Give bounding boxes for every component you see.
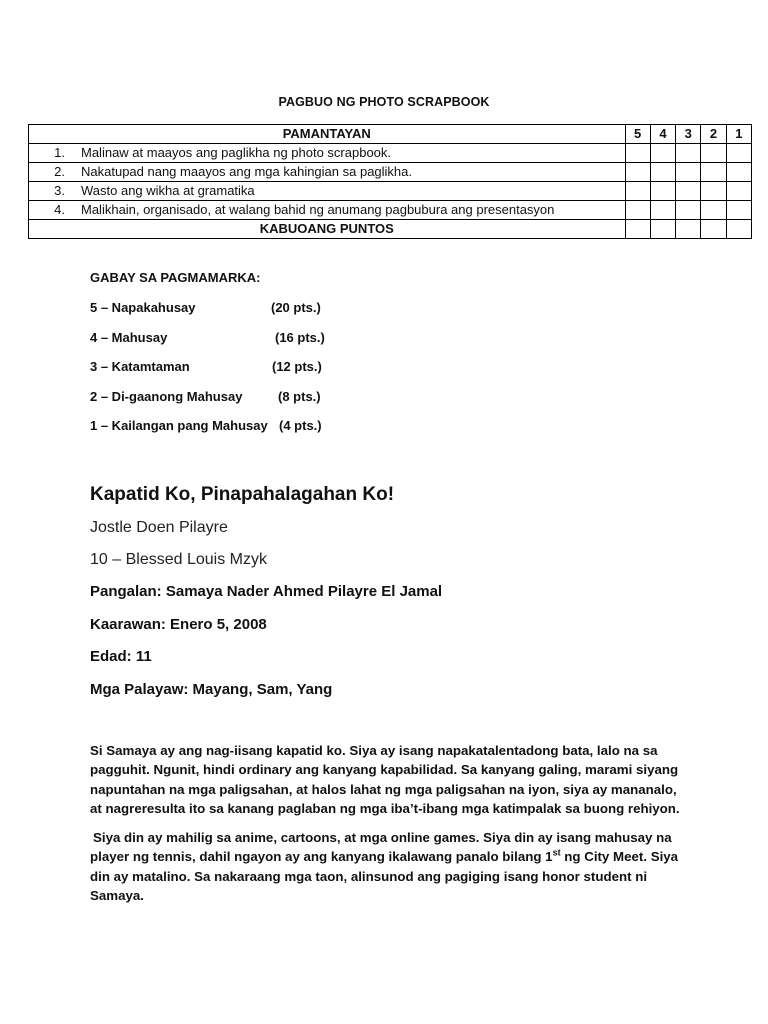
criterion-cell — [29, 144, 626, 163]
criterion-number: 3. — [54, 183, 65, 198]
grade-points: (4 pts.) — [279, 418, 322, 433]
score-cell[interactable] — [726, 182, 751, 201]
grading-guide-title: GABAY SA PAGMAMARKA: — [90, 270, 261, 285]
score-cell[interactable] — [650, 144, 675, 163]
criterion-text: Wasto ang wikha at gramatika — [81, 183, 255, 198]
nicknames-field: Mga Palayaw: Mayang, Sam, Yang — [90, 680, 333, 698]
grade-points: (16 pts.) — [275, 329, 325, 345]
score-cell[interactable] — [726, 201, 751, 220]
grade-label: 3 – Katamtaman — [90, 359, 190, 374]
score-cell[interactable] — [650, 201, 675, 220]
score-cell[interactable] — [701, 163, 726, 182]
score-cell[interactable] — [625, 182, 650, 201]
score-header-2: 2 — [701, 125, 726, 144]
total-row — [29, 220, 752, 239]
age-field: Edad: 11 — [90, 648, 152, 665]
total-score-cell[interactable] — [726, 220, 751, 239]
paragraph-2 — [90, 828, 690, 906]
score-header-4: 4 — [650, 125, 675, 144]
grade-label: 2 – Di-gaanong Mahusay — [90, 388, 243, 404]
score-cell[interactable] — [701, 144, 726, 163]
total-score-cell[interactable] — [625, 220, 650, 239]
score-cell[interactable] — [726, 144, 751, 163]
criterion-text: Malikhain, organisado, at walang bahid ng anumang pagbubura ang presentasyon — [81, 202, 555, 217]
list-item — [90, 359, 322, 389]
score-cell[interactable] — [676, 201, 701, 220]
criteria-header: PAMANTAYAN — [29, 125, 626, 144]
birthday-field: Kaarawan: Enero 5, 2008 — [90, 615, 267, 633]
score-cell[interactable] — [701, 201, 726, 220]
paragraph-2-text-end: ng City Meet. Siya din ay matalino. Sa nakaraang mga taon, alinsunod ang pagiging isang honor student ni Samaya. — [90, 849, 679, 904]
score-cell[interactable] — [676, 163, 701, 182]
section-name: 10 – Blessed Louis Mzyk — [90, 551, 267, 568]
score-header-5: 5 — [625, 125, 650, 144]
criterion-number: 1. — [54, 145, 65, 160]
table-row — [29, 144, 752, 163]
criterion-number: 2. — [54, 164, 65, 179]
total-score-cell[interactable] — [701, 220, 726, 239]
score-cell[interactable] — [625, 144, 650, 163]
score-cell[interactable] — [650, 182, 675, 201]
list-item — [90, 300, 321, 330]
total-score-cell[interactable] — [650, 220, 675, 239]
profile-heading: Kapatid Ko, Pinapahalagahan Ko! — [90, 484, 395, 505]
table-row — [29, 182, 752, 201]
table-row — [29, 201, 752, 220]
score-cell[interactable] — [676, 182, 701, 201]
rubric-header-row — [29, 125, 752, 144]
rubric-table — [28, 124, 752, 239]
document-title: PAGBUO NG PHOTO SCRAPBOOK — [278, 95, 490, 109]
score-cell[interactable] — [650, 163, 675, 182]
total-score-cell[interactable] — [676, 220, 701, 239]
criterion-cell — [29, 201, 626, 220]
name-field: Pangalan: Samaya Nader Ahmed Pilayre El Jamal — [90, 583, 443, 600]
grade-points: (12 pts.) — [272, 359, 322, 374]
score-cell[interactable] — [676, 144, 701, 163]
grade-label: 1 – Kailangan pang Mahusay — [90, 418, 268, 433]
paragraph-1: Si Samaya ay ang nag-iisang kapatid ko. Siya ay isang napakatalentadong bata, lalo na sa pagguhit. Ngunit, hindi ordinary ang kanyang kapabilidad. Sa kanyang galing, marami siyang napuntahan na mga paligsahan, at halos lahat ng mga paligsahan na iyon, siya ay mananalo, at nagreresulta ito sa kanang paglaban ng mga iba’t-ibang mga katimpalak sa buong rehiyon. — [90, 743, 680, 817]
grade-points: (8 pts.) — [278, 388, 321, 404]
author-name: Jostle Doen Pilayre — [90, 519, 228, 536]
table-row — [29, 163, 752, 182]
list-item — [90, 418, 322, 448]
ordinal-suffix: st — [552, 847, 561, 858]
score-header-1: 1 — [726, 125, 751, 144]
score-cell[interactable] — [625, 163, 650, 182]
grading-guide — [90, 270, 325, 448]
total-label: KABUOANG PUNTOS — [29, 220, 626, 239]
list-item — [90, 329, 325, 360]
list-item — [90, 388, 321, 419]
grade-label: 5 – Napakahusay — [90, 300, 196, 315]
score-cell[interactable] — [625, 201, 650, 220]
grade-label: 4 – Mahusay — [90, 329, 168, 345]
criterion-number: 4. — [54, 202, 65, 217]
score-cell[interactable] — [726, 163, 751, 182]
criterion-text: Nakatupad nang maayos ang mga kahingian sa paglikha. — [81, 164, 413, 179]
profile-section — [90, 478, 442, 706]
paragraph-2-text: Siya din ay mahilig sa anime, cartoons, at mga online games. Siya din ay isang mahusay na player ng tennis, dahil ngayon ay ang kanyang ikalawang panalo bilang 1 — [90, 830, 672, 865]
criterion-cell — [29, 182, 626, 201]
criterion-cell — [29, 163, 626, 182]
criterion-text: Malinaw at maayos ang paglikha ng photo scrapbook. — [81, 145, 392, 160]
score-header-3: 3 — [676, 125, 701, 144]
grade-points: (20 pts.) — [271, 300, 321, 315]
score-cell[interactable] — [701, 182, 726, 201]
